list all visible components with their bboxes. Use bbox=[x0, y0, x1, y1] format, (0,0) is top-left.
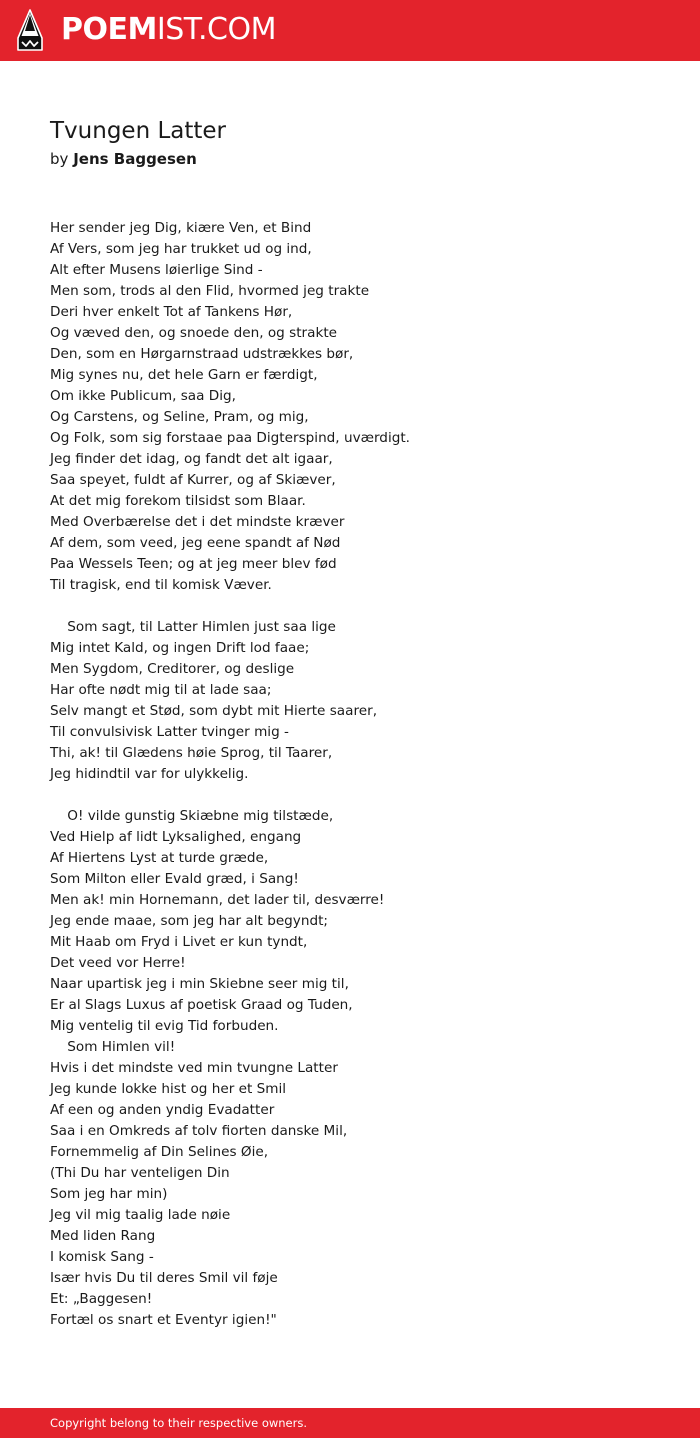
poem-line: Jeg kunde lokke hist og her et Smil bbox=[50, 1081, 287, 1097]
poem-line: Mig intet Kald, og ingen Drift lod faae; bbox=[50, 640, 310, 656]
poem-line: Ved Hielp af lidt Lyksalighed, engang bbox=[50, 829, 302, 845]
poem-line: Selv mangt et Stød, som dybt mit Hierte saarer, bbox=[50, 703, 378, 719]
poem-line: Som Milton eller Evald græd, i Sang! bbox=[50, 871, 299, 887]
poem-line: Den, som en Hørgarnstraad udstrækkes bør, bbox=[50, 346, 354, 362]
poem-line: Af Vers, som jeg har trukket ud og ind, bbox=[50, 241, 312, 257]
poem-line: Her sender jeg Dig, kiære Ven, et Bind bbox=[50, 220, 312, 236]
poem-line: Af Hiertens Lyst at turde græde, bbox=[50, 850, 269, 866]
poem-line: Fortæl os snart et Eventyr igien!" bbox=[50, 1312, 277, 1328]
poem-line: Jeg hidindtil var for ulykkelig. bbox=[50, 766, 249, 782]
poem-line: Som Himlen vil! bbox=[50, 1039, 176, 1055]
poem-line: Om ikke Publicum, saa Dig, bbox=[50, 388, 236, 404]
poem-line: Paa Wessels Teen; og at jeg meer blev fød bbox=[50, 556, 337, 572]
site-logo[interactable] bbox=[61, 12, 276, 48]
poem-line: I komisk Sang - bbox=[50, 1249, 154, 1265]
poem-line: Hvis i det mindste ved min tvungne Latter bbox=[50, 1060, 338, 1076]
poem-line: Til tragisk, end til komisk Væver. bbox=[50, 577, 272, 593]
poem-line: Især hvis Du til deres Smil vil føje bbox=[50, 1270, 278, 1286]
poem-line: Thi, ak! til Glædens høie Sprog, til Taarer, bbox=[50, 745, 333, 761]
poem-line: Deri hver enkelt Tot af Tankens Hør, bbox=[50, 304, 293, 320]
poem-line: O! vilde gunstig Skiæbne mig tilstæde, bbox=[50, 808, 334, 824]
poem-line: Det veed vor Herre! bbox=[50, 955, 186, 971]
poem-line: Jeg finder det idag, og fandt det alt igaar, bbox=[50, 451, 333, 467]
poem-line: Naar upartisk jeg i min Skiebne seer mig til, bbox=[50, 976, 349, 992]
stanza-break bbox=[50, 785, 670, 806]
poem-line: Fornemmelig af Din Selines Øie, bbox=[50, 1144, 269, 1160]
poem-title: Tvungen Latter bbox=[50, 118, 227, 144]
poem-line: Saa i en Omkreds af tolv fiorten danske Mil, bbox=[50, 1123, 348, 1139]
poem-line: Som jeg har min) bbox=[50, 1186, 168, 1202]
poem-line: Og Carstens, og Seline, Pram, og mig, bbox=[50, 409, 309, 425]
poem-line: Med Overbærelse det i det mindste kræver bbox=[50, 514, 345, 530]
stanza-break bbox=[50, 596, 670, 617]
poem-line: Af een og anden yndig Evadatter bbox=[50, 1102, 275, 1118]
poem-line: Mit Haab om Fryd i Livet er kun tyndt, bbox=[50, 934, 308, 950]
poem-line: Mig synes nu, det hele Garn er færdigt, bbox=[50, 367, 318, 383]
by-label: by bbox=[50, 150, 69, 168]
pen-nib-icon[interactable] bbox=[17, 9, 43, 52]
logo-brand-bold: POEM bbox=[61, 12, 157, 47]
site-header bbox=[0, 0, 700, 61]
poem-line: (Thi Du har venteligen Din bbox=[50, 1165, 230, 1181]
poem-line: Og Folk, som sig forstaae paa Digterspind, uværdigt. bbox=[50, 430, 410, 446]
poem-line: Har ofte nødt mig til at lade saa; bbox=[50, 682, 272, 698]
site-footer bbox=[0, 1408, 700, 1438]
poem-line: Men Sygdom, Creditorer, og deslige bbox=[50, 661, 295, 677]
poem-line: Af dem, som veed, jeg eene spandt af Nød bbox=[50, 535, 341, 551]
poem-line: Og væved den, og snoede den, og strakte bbox=[50, 325, 338, 341]
poem-line: Med liden Rang bbox=[50, 1228, 156, 1244]
poem-line: Men som, trods al den Flid, hvormed jeg trakte bbox=[50, 283, 370, 299]
poem-line: Et: „Baggesen! bbox=[50, 1291, 153, 1307]
poem-line: At det mig forekom tilsidst som Blaar. bbox=[50, 493, 306, 509]
poem-line: Som sagt, til Latter Himlen just saa lige bbox=[50, 619, 336, 635]
logo-brand-light: IST.COM bbox=[156, 12, 276, 47]
poem-line: Jeg vil mig taalig lade nøie bbox=[50, 1207, 231, 1223]
copyright-notice: Copyright belong to their respective owners. bbox=[50, 1416, 308, 1430]
poem-line: Er al Slags Luxus af poetisk Graad og Tuden, bbox=[50, 997, 353, 1013]
author-link[interactable]: Jens Baggesen bbox=[73, 150, 197, 168]
poem-line: Til convulsivisk Latter tvinger mig - bbox=[50, 724, 289, 740]
poem-body bbox=[50, 218, 670, 1331]
poem-line: Saa speyet, fuldt af Kurrer, og af Skiæver, bbox=[50, 472, 336, 488]
poem-line: Mig ventelig til evig Tid forbuden. bbox=[50, 1018, 279, 1034]
poem-line: Men ak! min Hornemann, det lader til, desværre! bbox=[50, 892, 385, 908]
poem-byline bbox=[50, 148, 197, 170]
poem-line: Alt efter Musens løierlige Sind - bbox=[50, 262, 263, 278]
poem-line: Jeg ende maae, som jeg har alt begyndt; bbox=[50, 913, 329, 929]
